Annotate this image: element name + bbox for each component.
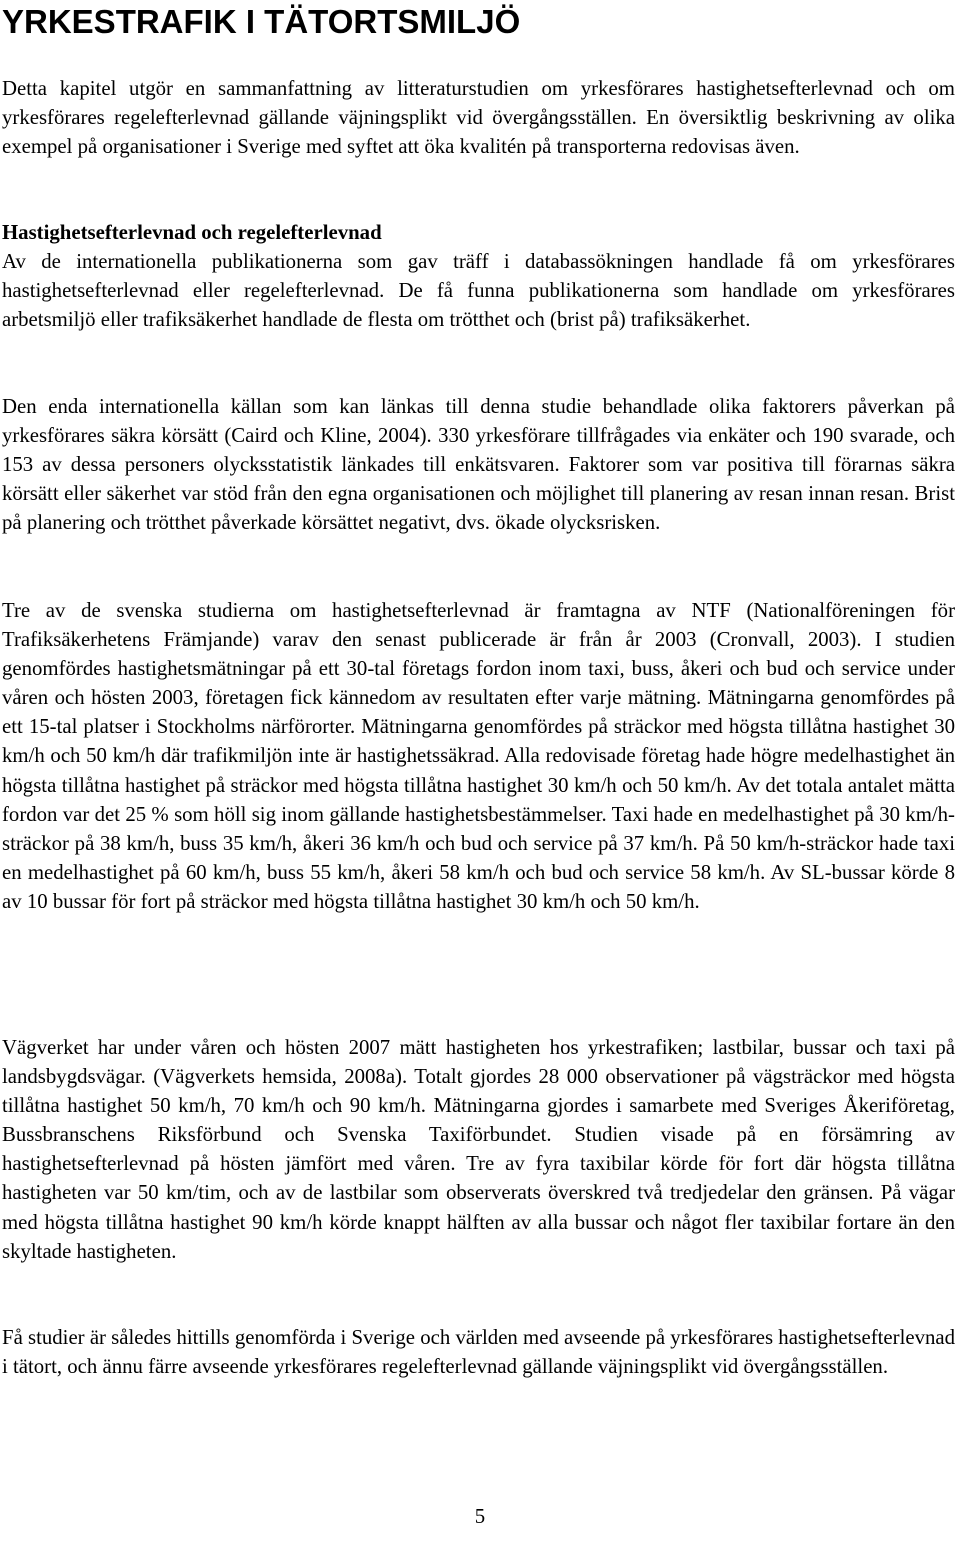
section-block (2, 218, 955, 334)
intro-paragraph: Detta kapitel utgör en sammanfattning av litteraturstudien om yrkesförares hastighetsefterlevnad och om yrkesförares regelefterlevnad gällande väjningsplikt vid övergångsställen. En översiktlig beskrivning av olika exempel på organisationer i Sverige med syftet att öka kvalitén på transporterna redovisas även. (2, 77, 955, 159)
page-number: 5 (474, 1505, 486, 1528)
body-paragraph: Få studier är således hittills genomförda i Sverige och världen med avseende på yrkesförares hastighetsefterlevnad i tätort, och ännu färre avseende yrkesförares regelefterlevnad gällande väjningsplikt vid övergångsställen. (2, 1326, 955, 1379)
body-paragraph: Vägverket har under våren och hösten 2007 mätt hastigheten hos yrkestrafiken; lastbilar, bussar och taxi på landsbygdsvägar. (Vägverkets hemsida, 2008a). Totalt gjordes 28 000 observationer på vägsträckor med högsta tillåtna hastighet 50 km/h, 70 km/h och 90 km/h. Mätningarna gjordes i samarbete med Sveriges Åkeriföretag, Bussbranschens Riksförbund och Svenska Taxiförbundet. Studien visade på en försämring av hastighetsefterlevnad på hösten jämfört med våren. Tre av fyra taxibilar körde för fort där högsta tillåtna hastigheten var 50 km/tim, och av de lastbilar som observerats överskred två tredjedelar den gränsen. På vägar med högsta tillåtna hastighet 90 km/h körde knappt hälften av alla bussar och något fler taxibilar fortare än den skyltade hastigheten. (2, 1036, 955, 1263)
page-title: YRKESTRAFIK I TÄTORTSMILJÖ (2, 3, 521, 40)
body-paragraph: Den enda internationella källan som kan länkas till denna studie behandlade olika faktorers påverkan på yrkesförares säkra körsätt (Caird och Kline, 2004). 330 yrkesförare tillfrågades via enkäter och 190 svarade, och 153 av dessa personers olycksstatistik länkades till enkätsvaren. Faktorer som var positiva till förarnas säkra körsätt eller säkerhet var stöd från den egna organisationen och möjlighet till planering av resan innan resan. Brist på planering och trötthet påverkade körsättet negativt, dvs. ökade olycksrisken. (2, 395, 955, 535)
section-heading: Hastighetsefterlevnad och regelefterlevnad (2, 221, 382, 244)
body-paragraph: Av de internationella publikationerna som gav träff i databassökningen handlade få om yrkesförares hastighetsefterlevnad eller regelefterlevnad. De få funna publikationerna som handlade om yrkesförares arbetsmiljö eller trafiksäkerhet handlade de flesta om trötthet och (brist på) trafiksäkerhet. (2, 250, 955, 332)
body-paragraph: Tre av de svenska studierna om hastighetsefterlevnad är framtagna av NTF (Nationalföreningen för Trafiksäkerhetens Främjande) varav den senast publicerade är från år 2003 (Cronvall, 2003). I studien genomfördes hastighetsmätningar på ett 30-tal företags fordon inom taxi, buss, åkeri och bud och service under våren och hösten 2003, företagen fick kännedom av resultaten efter varje mätning. Mätningarna genomfördes på ett 15-tal platser i Stockholms närförorter. Mätningarna genomfördes på sträckor med högsta tillåtna hastighet 30 km/h och 50 km/h där trafikmiljön inte är hastighetssäkrad. Alla redovisade företag hade högre medelhastighet än högsta tillåtna hastighet på sträckor med högsta tillåtna hastighet 30 km/h och 50 km/h. Av det totala antalet mätta fordon var det 25 % som höll sig inom gällande hastighetsbestämmelser. Taxi hade en medelhastighet på 30 km/h-sträckor på 38 km/h, buss 35 km/h, åkeri 36 km/h och bud och service på 37 km/h. På 50 km/h-sträckor hade taxi en medelhastighet på 60 km/h, buss 55 km/h, åkeri 58 km/h och bud och service 58 km/h. Av SL-bussar körde 8 av 10 bussar för fort på sträckor med högsta tillåtna hastighet 30 km/h och 50 km/h. (2, 599, 955, 913)
